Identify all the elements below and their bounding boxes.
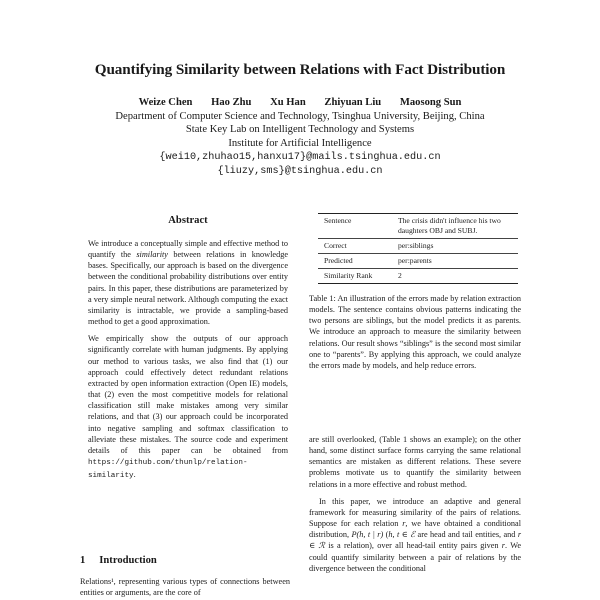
- section-title: Introduction: [99, 555, 157, 566]
- section-heading: [80, 555, 157, 566]
- table-label: Similarity Rank: [318, 269, 392, 284]
- table-label: Correct: [318, 239, 392, 254]
- author-list: [0, 97, 600, 108]
- author-name: Hao Zhu: [211, 97, 252, 108]
- table-label: Predicted: [318, 254, 392, 269]
- body-paragraph: [309, 496, 521, 574]
- text-run: .: [133, 470, 136, 480]
- math: h, t ∈ ℰ: [388, 530, 416, 540]
- table-value: The crisis didn't influence his two daughters OBJ and SUBJ.: [392, 214, 518, 239]
- abstract-body: [88, 238, 288, 482]
- abstract-paragraph-2: [88, 333, 288, 482]
- email: {wei10,zhuhao15,hanxu17}@mails.tsinghua.edu.cn: [159, 152, 441, 163]
- text-run: . We could quantify similarity between a pair of relations by the divergence between the conditional: [309, 541, 521, 573]
- body-text: [309, 434, 521, 574]
- email: {liuzy,sms}@tsinghua.edu.cn: [217, 166, 383, 177]
- abstract-paragraph-1: [88, 238, 288, 327]
- paper-title: Quantifying Similarity between Relations with Fact Distribution: [94, 61, 506, 78]
- text-run: We introduce a conceptually simple and effective method to quantify the: [88, 239, 288, 260]
- affiliation: Institute for Artificial Intelligence: [228, 138, 372, 149]
- table-1: [318, 213, 518, 284]
- text-run: , we have obtained a conditional distribution,: [309, 519, 521, 540]
- body-paragraph: are still overlooked, (Table 1 shows an example); on the other hand, some distinct surface forms carrying the same relational semantics are mistaken as different relations. These severe problems motivate us to quantify the similarity between relations in a more effective and robust method.: [309, 435, 521, 489]
- affiliation: State Key Lab on Intelligent Technology and Systems: [185, 124, 415, 135]
- affiliation: Department of Computer Science and Technology, Tsinghua University, Beijing, China: [115, 111, 485, 122]
- text-run: (: [383, 530, 389, 540]
- text-run: In this paper, we introduce an adaptive and general framework for measuring similarity of the pairs of relations. Suppose for each relation: [309, 496, 521, 529]
- math: r: [402, 519, 406, 529]
- section-number: 1: [80, 555, 86, 566]
- math: P(h, t | r): [351, 530, 384, 540]
- text-run: between relations in knowledge bases. Specifically, our approach is based on the divergence between the conditional probability distributions over entity pairs. In this paper, these distributions are parameterized by a very simple neural network. Although computing the exact similarity is intractable, we provide a sampling-based method to get a good approximation.: [88, 250, 289, 327]
- table-label: Sentence: [318, 214, 392, 239]
- table-value: 2: [392, 269, 518, 284]
- abstract-heading: Abstract: [168, 215, 208, 226]
- table-value: per:siblings: [392, 239, 518, 254]
- source-code-link[interactable]: https://github.com/thunlp/relation-similarity: [88, 458, 248, 481]
- text-run: is a relation), over all head-tail entity pairs given: [324, 541, 502, 551]
- author-name: Maosong Sun: [399, 97, 462, 108]
- author-name: Zhiyuan Liu: [324, 97, 382, 108]
- math: r ∈ ℛ: [309, 530, 522, 551]
- emphasis: similarity: [136, 250, 168, 260]
- table-value: per:parents: [392, 254, 518, 269]
- text-run: are head and tail entities, and: [415, 530, 518, 540]
- table-caption: Table 1: An illustration of the errors made by relation extraction models. The sentence contains obvious patterns indicating the two persons are siblings, but the model predicts it as parents. We introduce an approach to measure the similarity between relations. Our result shows “siblings” is the second most similar one to “parents”. By applying this approach, we could analyze the errors made by models, and help reduce errors.: [309, 294, 521, 370]
- math: r: [501, 541, 506, 551]
- intro-paragraph: Relations¹, representing various types of connections between entities or arguments, are the core of: [80, 577, 290, 598]
- author-name: Weize Chen: [138, 97, 193, 108]
- text-run: We empirically show the outputs of our approach significantly correlate with human judgments. By applying our method to various tasks, we also find that (1) our approach could effectively detect redundant relations extracted by open information extraction (Open IE) models, that (2) even the most competitive models for relational classification still make mistakes among very similar relations, and that (3) our approach could be incorporated into negative sampling and softmax classification to alleviate these mistakes. The source code and experiment details of this paper can be obtained from: [88, 334, 288, 455]
- author-name: Xu Han: [270, 97, 306, 108]
